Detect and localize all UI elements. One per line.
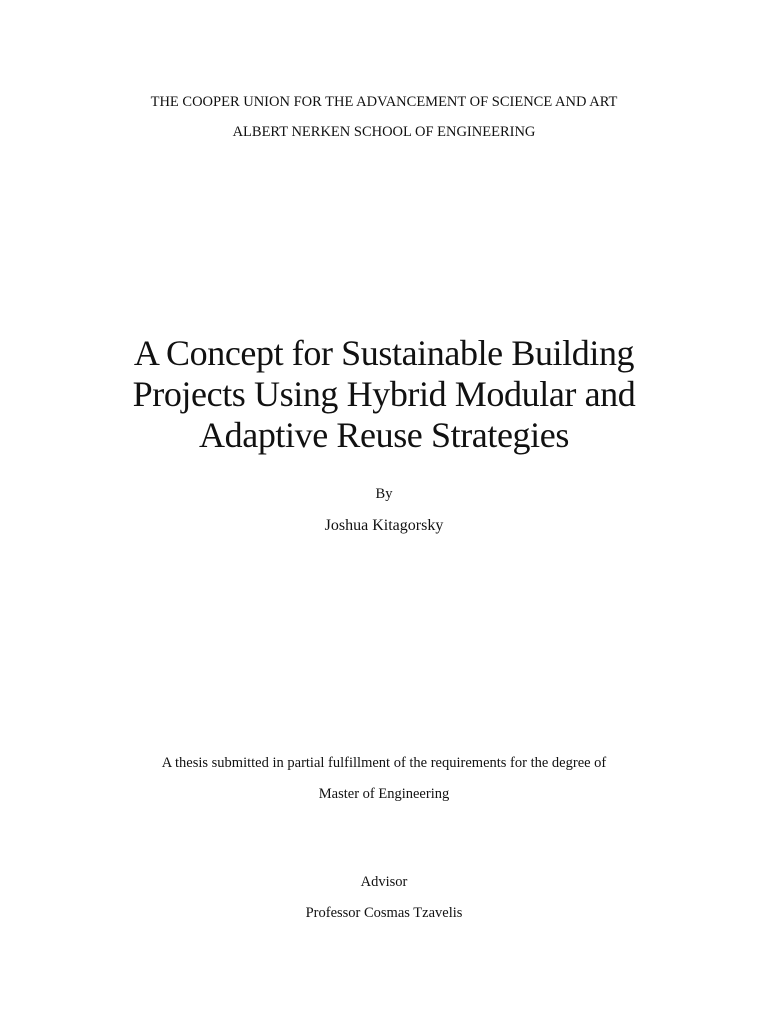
by-label: By: [375, 486, 393, 502]
author-name: Joshua Kitagorsky: [324, 517, 444, 534]
school-name: ALBERT NERKEN SCHOOL OF ENGINEERING: [232, 124, 536, 140]
thesis-title-line-2: Projects Using Hybrid Modular and: [132, 374, 636, 414]
thesis-title: [0, 333, 768, 456]
degree-statement: A thesis submitted in partial fulfillment of the requirements for the degree of: [161, 755, 607, 771]
advisor-label: Advisor: [360, 874, 408, 890]
thesis-title-line-3: Adaptive Reuse Strategies: [199, 415, 569, 455]
degree-name: Master of Engineering: [318, 786, 450, 802]
advisor-name: Professor Cosmas Tzavelis: [305, 905, 463, 921]
thesis-title-line-1: A Concept for Sustainable Building: [133, 333, 635, 373]
institution-name: THE COOPER UNION FOR THE ADVANCEMENT OF SCIENCE AND ART: [150, 94, 618, 110]
